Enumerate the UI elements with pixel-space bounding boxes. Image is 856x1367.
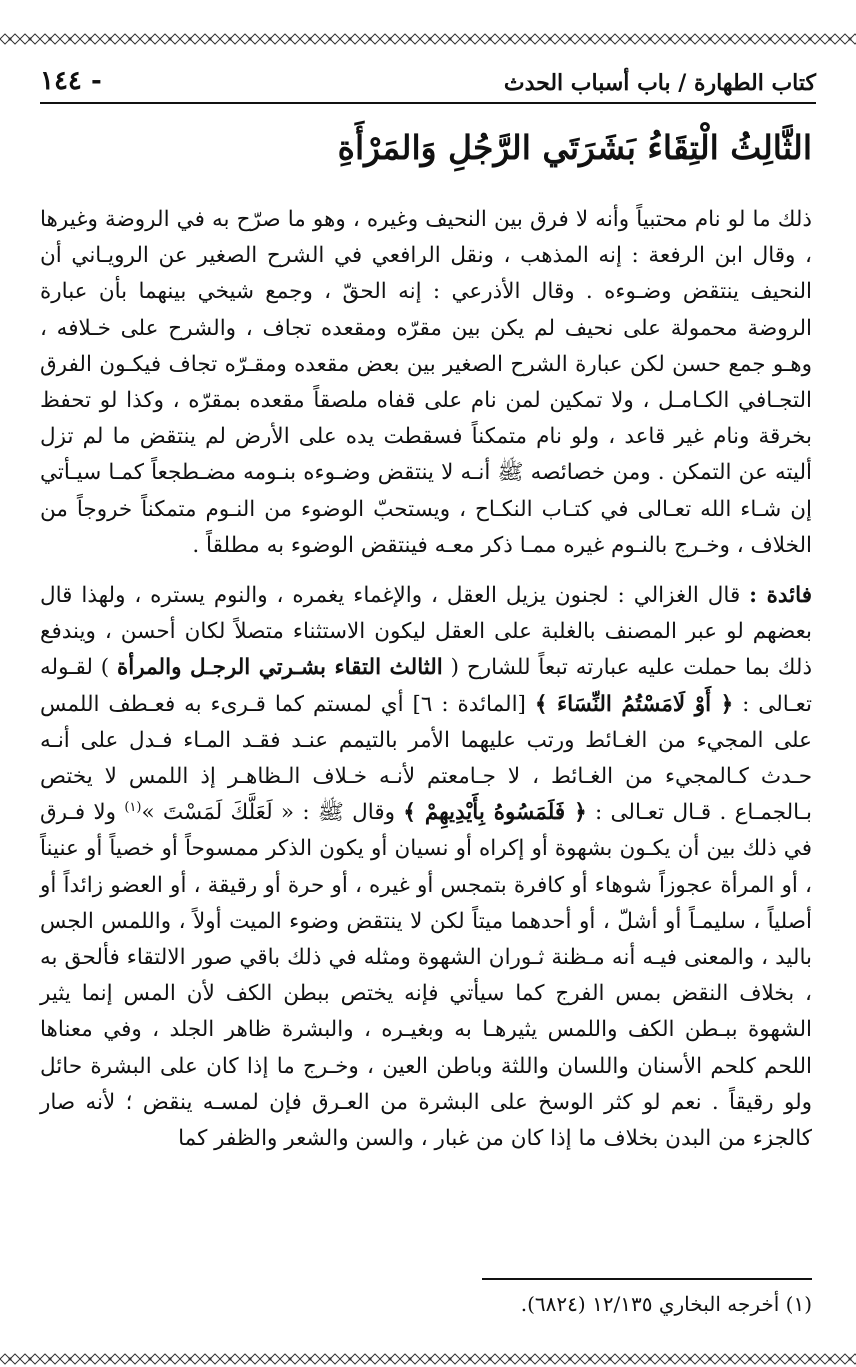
quran-quote-1: ﴿ أَوْ لَامَسْتُمُ النِّسَاءَ ﴾ <box>534 691 734 717</box>
quran-quote-2: ﴿ فَلَمَسُوهُ بِأَيْدِيهِمْ ﴾ <box>403 800 587 826</box>
paragraph-2-text-5: ولا فـرق في ذلك بين أن يكـون بشهوة أو إكراه أو نسيان أو يكون الذكر ممسوحاً أو خصياً أو عنيناً ، أو المرأة عجوزاً شوهاء أو كافرة بتمجس أو غيره ، أو حرة أو رقيقة ، أو العضو زائداً أو أصلياً ، سليمـاً أو أشلّ ، أو أحدهما ميتاً لكن لا ينتقض وضوء الميت أولاً ، واللمس الجس باليد ، والمعنى فيـه أنه مـظنة ثـوران الشهوة ومثله في ذلك باقي صور الالتقاء فألحق به ، بخلاف النقض بمس الفرج كما سيأتي فإنه يختص ببطن الكف لأن المس إنما يثير الشهوة ببـطن الكف واللمس يثيرهـا به وبغيـره ، والبشرة ظاهر الجلد ، وفي معناها اللحم كلحم الأسنان واللسان واللثة وباطن العين ، وخـرج ما إذا كان على البشرة حائل ولو رقيقاً . نعم لو كثر الوسخ على البشرة من العـرق فإن لمسـه ينقض ؛ لأنه صار كالجزء من البدن بخلاف ما إذا كان من غبار ، والسن والشعر والظفر كما <box>40 800 812 1152</box>
page-number: - ١٤٤ <box>40 66 102 96</box>
benefit-label: فائدة : <box>749 583 812 609</box>
footnote-marker: (١) <box>124 800 142 816</box>
paragraph-2 <box>40 578 812 1157</box>
paragraph-2-text-1: قال الغزالي : لجنون يزيل العقل ، والإغماء يغمره ، والنوم يستره ، ولهذا قال بعضهم لو عبر المصنف بالغلبة على العقل ليكون الاستثناء متصلاً لكان أحسن ، ويندفع ذلك بما حملت عليه عبارته تبعاً للشارح ( <box>40 583 813 681</box>
section-title: الثَّالِثُ الْتِقَاءُ بَشَرَتَي الرَّجُلِ وَالمَرْأَةِ <box>337 128 812 167</box>
footnote: (١) أخرجه البخاري ١٢/١٣٥ (٦٨٢٤). <box>520 1292 812 1316</box>
bottom-ornament-border <box>0 1352 856 1367</box>
page-header <box>40 62 816 104</box>
footnote-divider <box>482 1278 812 1280</box>
paragraph-1: ذلك ما لو نام محتبياً وأنه لا فرق بين النحيف وغيره ، وهو ما صرّح به في الروضة وغيرها ، وقال ابن الرفعة : إنه المذهب ، ونقل الرافعي في الشرح الصغير عن الرويـاني أن النحيف ينتقض وضـوءه . وقال الأذرعي : إنه الحقّ ، وجمع شيخي بينهما بأن عبارة الروضة محمولة على نحيف لم يكن بين مقرّه ومقعده تجاف ، والشرح على خـلافه ، وهـو جمع حسن لكن عبارة الشرح الصغير بين بعض مقعده ومقـرّه تجاف فيكـون الفرق التجـافي الكـامـل ، ولا تمكين لمن نام على قفاه ملصقاً مقعده بمقرّه ، وكذا لو تحفظ بخرقة ونام غير قاعد ، ولو نام متمكناً فسقطت يده على الأرض لم ينتقض ما لم تزل أليته عن التمكن . ومن خصائصه ﷺ أنـه لا ينتقض وضـوءه بنـومه مضـطجعاً كمـا سيـأتي إن شـاء الله تعـالى في كتـاب النكـاح ، ويستحبّ الوضوء من النـوم متمكناً خروجاً من الخلاف ، وخـرج بالنـوم غيره ممـا ذكر معـه فينتقض الوضوء به مطلقاً . <box>40 207 812 558</box>
paragraph-2-text-3: [المائدة : ٦] أي لمستم كما قـرىء به فعـطف اللمس على المجيء من الغـائط ورتب عليهما الأمر بالتيمم عنـد فقـد المـاء فـدل على أنـه حـدث كـالمجيء من الغـائط ، لا جـامعتم لأنـه خـلاف الـظاهـر إذ اللمس لا يختص بـالجمـاع . قـال تعـالى : <box>40 691 812 826</box>
top-ornament-border <box>0 32 856 46</box>
running-title: كتاب الطهارة / باب أسباب الحدث <box>503 70 816 96</box>
main-text <box>40 202 812 1157</box>
paragraph-2-text-4: وقال ﷺ : « لَعَلَّكَ لَمَسْتَ » <box>141 800 404 826</box>
quoted-heading-reference: الثالث التقاء بشـرتي الرجـل والمرأة <box>117 655 443 681</box>
paragraph-2-text-2: ) لقـوله تعـالى : <box>40 655 812 717</box>
